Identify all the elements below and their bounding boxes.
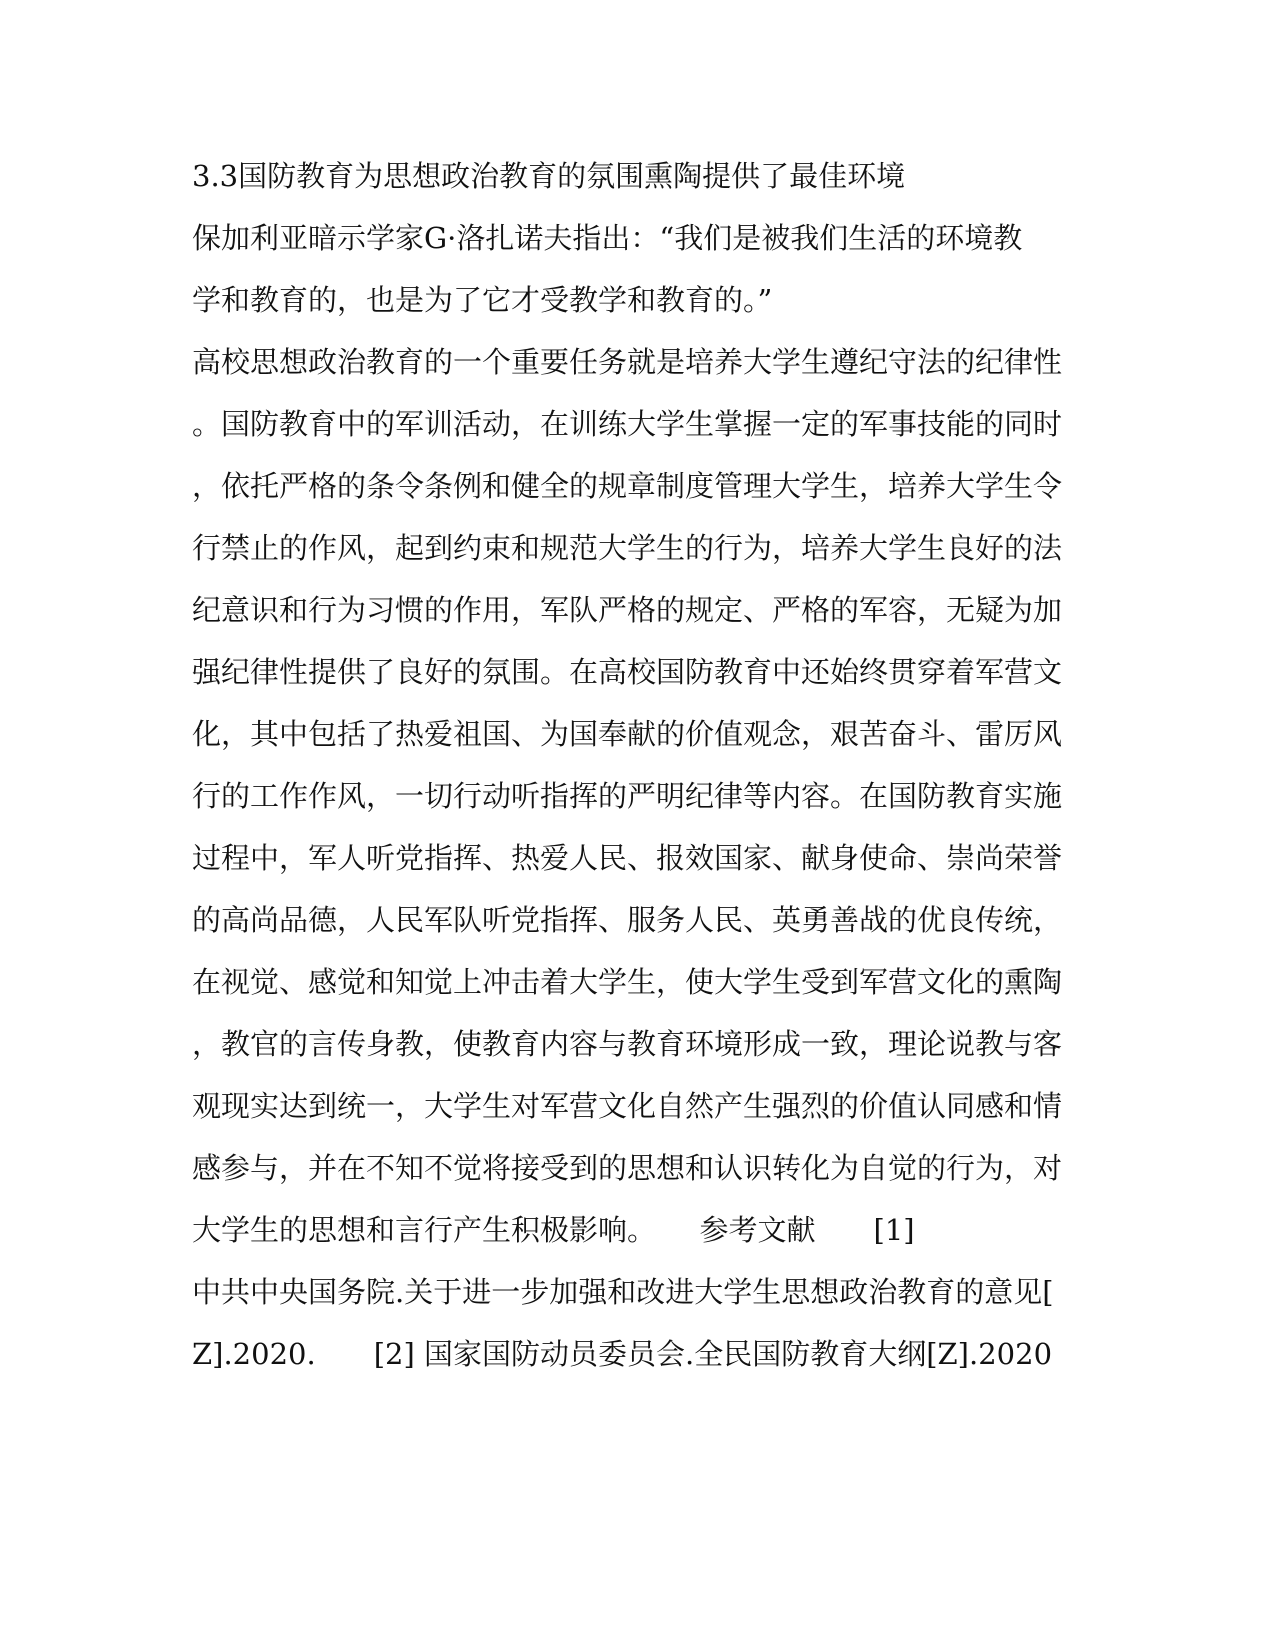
text-line: 学和教育的，也是为了它才受教学和教育的。” bbox=[192, 283, 773, 317]
text-line: 感参与，并在不知不觉将接受到的思想和认识转化为自觉的行为，对 bbox=[192, 1151, 1063, 1185]
text-line: 保加利亚暗示学家G·洛扎诺夫指出：“我们是被我们生活的环境教 bbox=[192, 221, 1023, 255]
text-line: 强纪律性提供了良好的氛围。在高校国防教育中还始终贯穿着军营文 bbox=[192, 655, 1063, 689]
text-line: 。国防教育中的军训活动，在训练大学生掌握一定的军事技能的同时 bbox=[192, 407, 1063, 441]
reference-line: 中共中央国务院.关于进一步加强和改进大学生思想政治教育的意见[ bbox=[192, 1275, 1054, 1309]
reference-line: Z].2020. [2] 国家国防动员委员会.全民国防教育大纲[Z].2020 bbox=[192, 1337, 1053, 1371]
text-line: ，教官的言传身教，使教育内容与教育环境形成一致，理论说教与客 bbox=[192, 1027, 1063, 1061]
text-line: 的高尚品德，人民军队听党指挥、服务人民、英勇善战的优良传统， bbox=[192, 903, 1063, 937]
text-line: 在视觉、感觉和知觉上冲击着大学生，使大学生受到军营文化的熏陶 bbox=[192, 965, 1063, 999]
text-line: 行禁止的作风，起到约束和规范大学生的行为，培养大学生良好的法 bbox=[192, 531, 1063, 565]
text-line: 行的工作作风，一切行动听指挥的严明纪律等内容。在国防教育实施 bbox=[192, 779, 1063, 813]
text-line: 化，其中包括了热爱祖国、为国奉献的价值观念，艰苦奋斗、雷厉风 bbox=[192, 717, 1063, 751]
text-line: 观现实达到统一，大学生对军营文化自然产生强烈的价值认同感和情 bbox=[192, 1089, 1063, 1123]
text-line: 过程中，军人听党指挥、热爱人民、报效国家、献身使命、崇尚荣誉 bbox=[192, 841, 1063, 875]
text-line: ，依托严格的条令条例和健全的规章制度管理大学生，培养大学生令 bbox=[192, 469, 1063, 503]
section-heading: 3.3国防教育为思想政治教育的氛围熏陶提供了最佳环境 bbox=[192, 159, 906, 193]
text-line: 纪意识和行为习惯的作用，军队严格的规定、严格的军容，无疑为加 bbox=[192, 593, 1063, 627]
text-line: 高校思想政治教育的一个重要任务就是培养大学生遵纪守法的纪律性 bbox=[192, 345, 1063, 379]
text-line: 大学生的思想和言行产生积极影响。 参考文献 [1] bbox=[192, 1213, 915, 1247]
